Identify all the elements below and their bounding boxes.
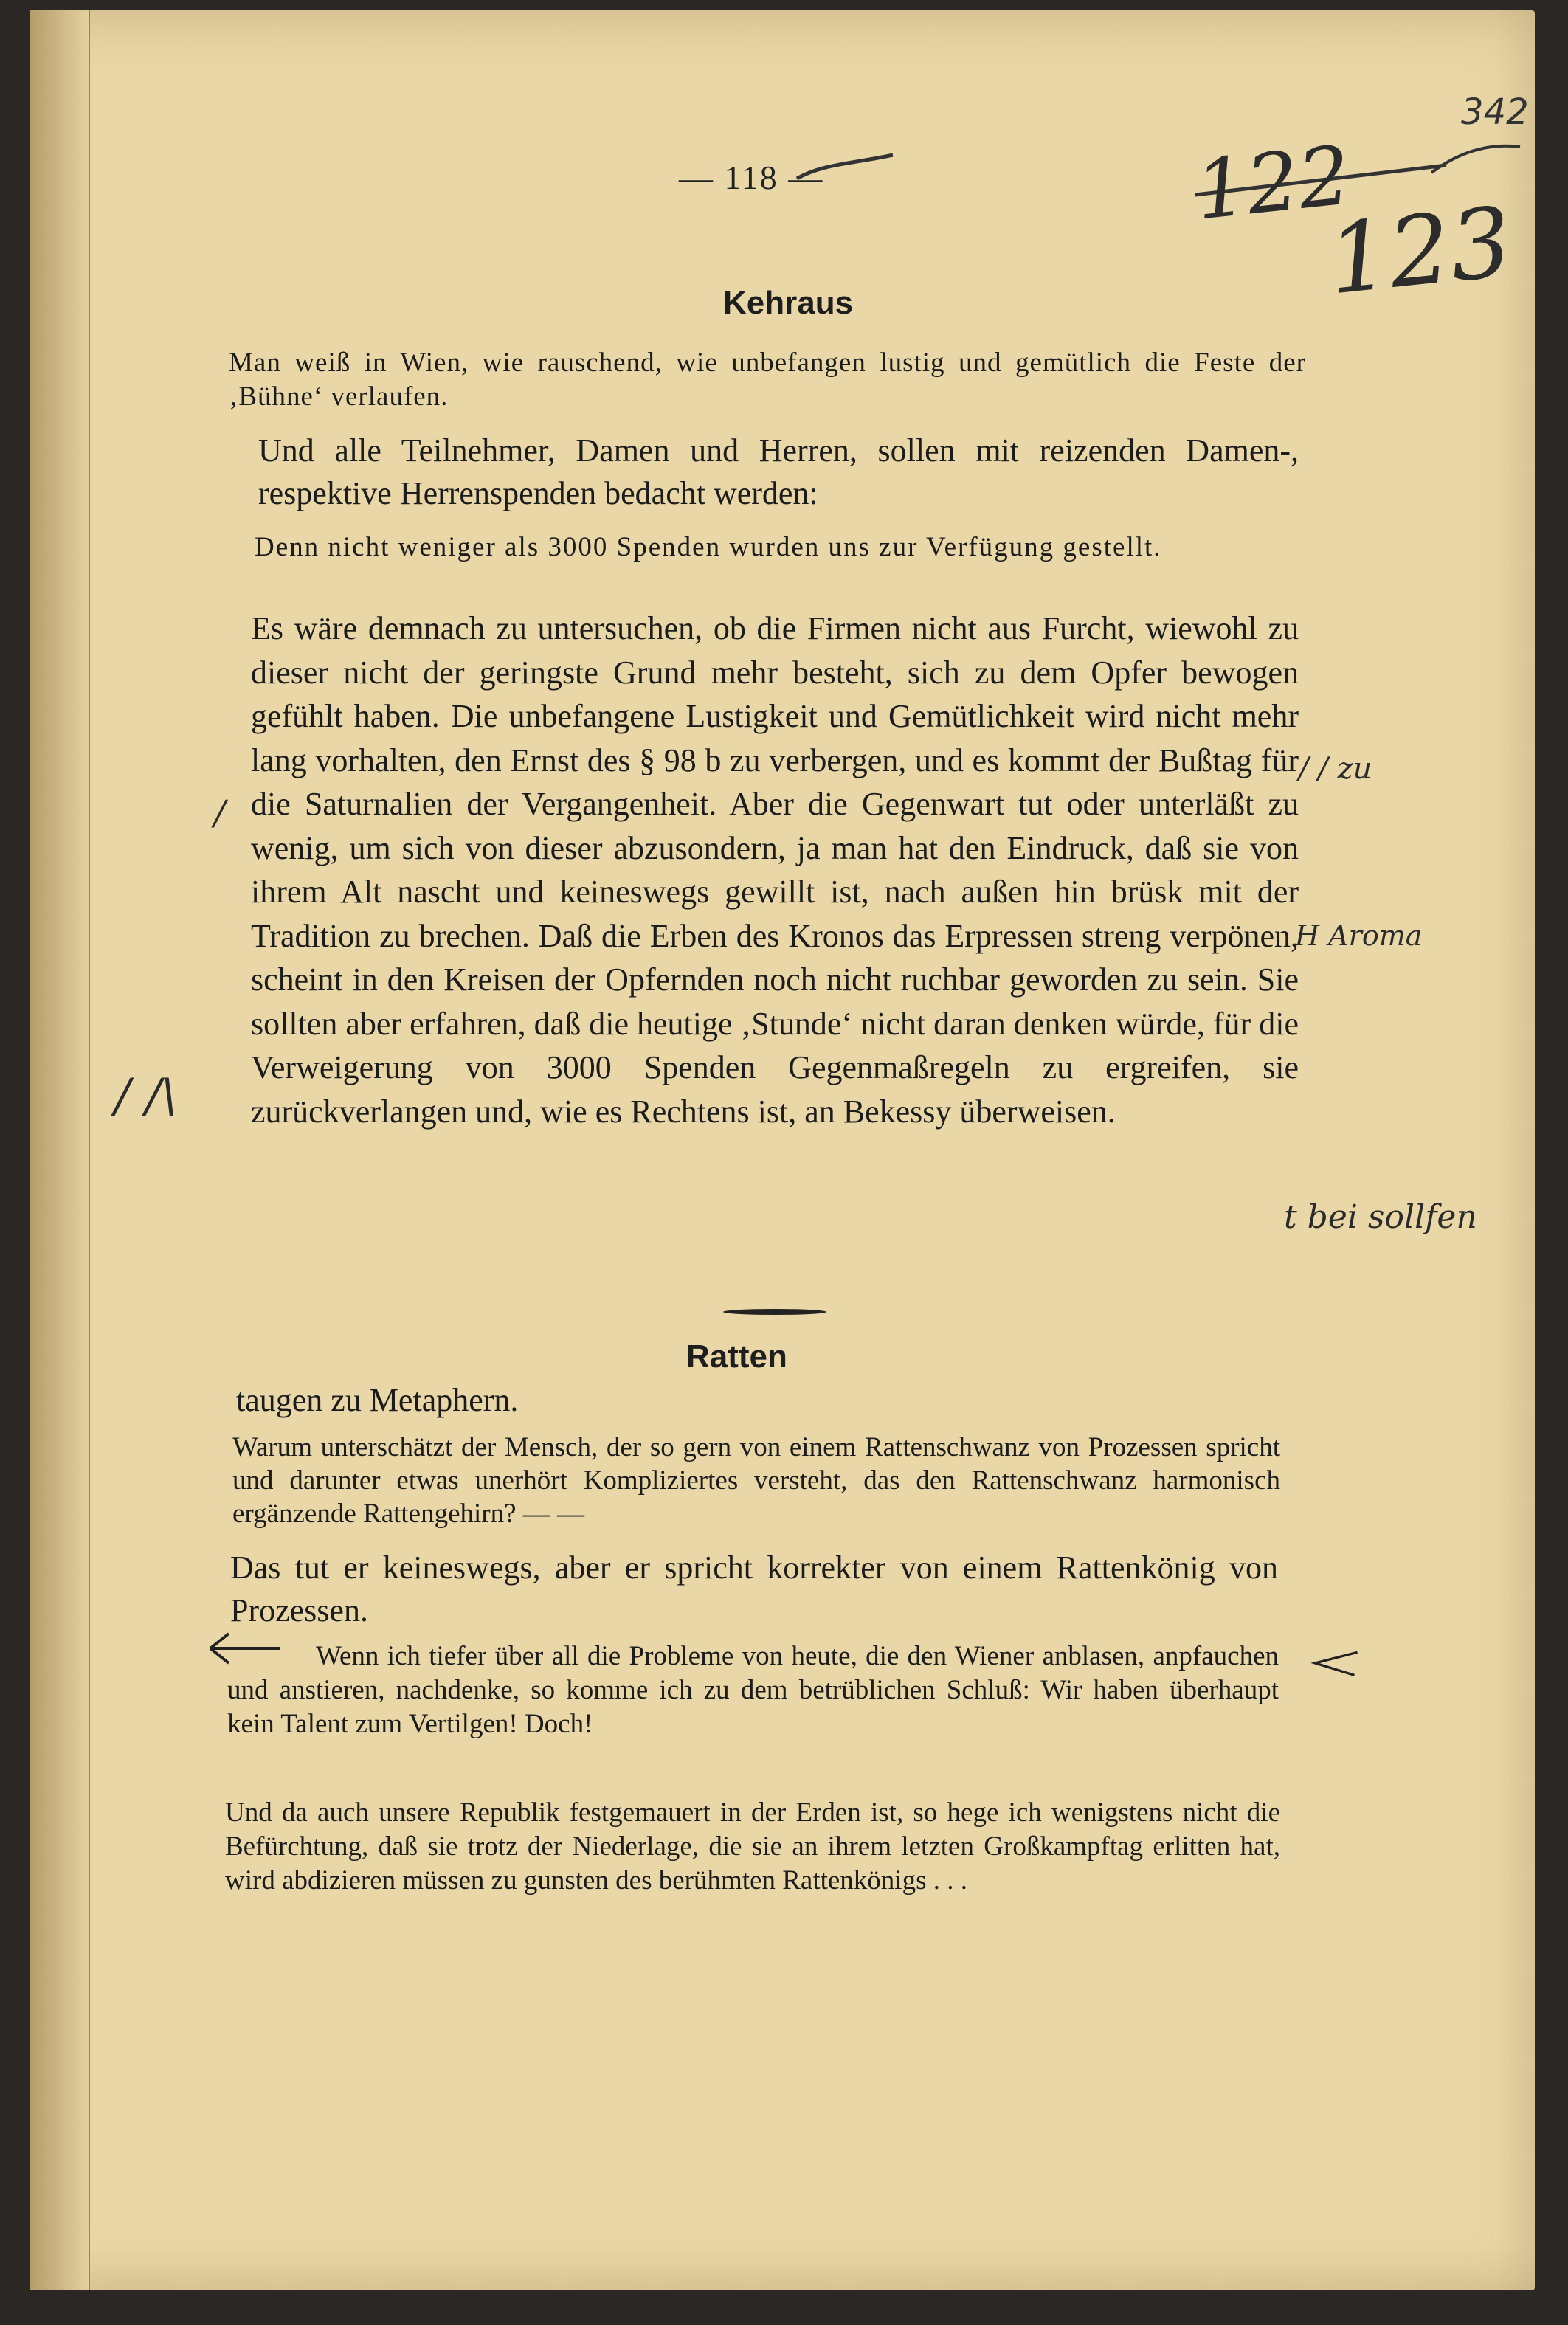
ratten-paragraph-4: Wenn ich tiefer über all die Probleme von heute, die den Wiener anblasen, anpfauchen und anstieren, nachdenke, so komme ich zu dem betrüblichen Schluß: Wir haben überhaupt kein Talent zum Vertilgen! Doch! [227, 1641, 1279, 1739]
document-page [30, 10, 1535, 2290]
book-gutter [30, 10, 90, 2290]
section-title-ratten: Ratten [686, 1338, 787, 1375]
archive-number: 342 [1461, 91, 1529, 133]
margin-note-3: H Aroma [1295, 919, 1423, 952]
ratten-paragraph-5: Und da auch unsere Republik festgemauert in der Erden ist, so hege ich wenigstens nicht die Befürchtung, daß sie trotz der Niederlage, die sie an ihrem letzten Großkampftag erlitten hat, wird abdizieren müssen zu gunsten des berühmten Rattenkönigs . . . [225, 1797, 1280, 1896]
handwritten-old-number: 122 [1190, 128, 1355, 238]
margin-note-4: / /\ [114, 1069, 178, 1124]
left-arrow-icon-right-margin [1306, 1641, 1372, 1685]
page-number: — 118 — [679, 159, 824, 196]
kehraus-intro: Man weiß in Wien, wie rauschend, wie unbefangen lustig und gemütlich die Feste der ‚Bühne‘ verlaufen. [229, 348, 1306, 412]
margin-note-5: t bei sollfen [1284, 1198, 1477, 1236]
margin-note-2: / [214, 792, 226, 832]
kehraus-paragraph-2: Denn nicht weniger als 3000 Spenden wurden uns zur Verfügung gestellt. [255, 532, 1162, 562]
ratten-paragraph-1: taugen zu Metaphern. [236, 1382, 519, 1418]
margin-note-1: / / zu [1299, 752, 1372, 786]
section-divider [723, 1309, 826, 1315]
kehraus-paragraph-1: Und alle Teilnehmer, Damen und Herren, sollen mit reizenden Damen-, respektive Herrenspenden bedacht werden: [258, 432, 1299, 511]
kehraus-paragraph-3: Es wäre demnach zu untersuchen, ob die Firmen nicht aus Furcht, wiewohl zu dieser nicht der geringste Grund mehr besteht, sich zu dem Opfer bewogen gefühlt haben. Die unbefangene Lustigkeit und Gemütlichkeit wird nicht mehr lang vorhalten, den Ernst des § 98 b zu verbergen, und es kommt der Bußtag für die Saturnalien der Vergangenheit. Aber die Gegenwart tut oder unterläßt zu wenig, um sich von dieser abzusondern, ja man hat den Eindruck, daß sie von ihrem Alt nascht und keineswegs gewillt ist, nach außen hin brüsk mit der Tradition zu brechen. Daß die Erben des Kronos das Erpressen streng verpönen, scheint in den Kreisen der Opfernden noch nicht ruchbar geworden zu sein. Sie sollten aber erfahren, daß die heutige ‚Stunde‘ nicht daran denken würde, für die Verweigerung von 3000 Spenden Gegenmaßregeln zu ergreifen, sie zurückverlangen und, wie es Rechtens ist, an Bekessy überweisen. [251, 610, 1299, 1130]
handwritten-page-number [1181, 121, 1535, 328]
ratten-paragraph-2: Warum unterschätzt der Mensch, der so gern von einem Rattenschwanz von Prozessen spricht und darunter etwas unerhört Kompliziertes versteht, das den Rattenschwanz harmonisch ergänzende Rattengehirn? — — [232, 1432, 1280, 1529]
ratten-paragraph-3: Das tut er keineswegs, aber er spricht korrekter von einem Rattenkönig von Prozessen. [230, 1550, 1278, 1628]
left-arrow-icon [203, 1626, 284, 1671]
handwritten-new-number: 123 [1322, 185, 1517, 317]
section-title-kehraus: Kehraus [723, 285, 854, 321]
